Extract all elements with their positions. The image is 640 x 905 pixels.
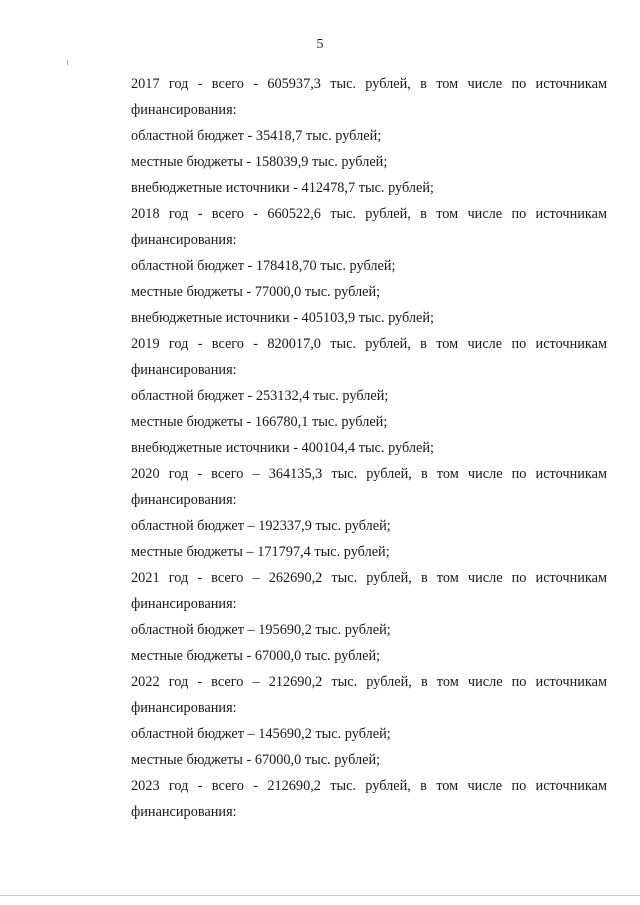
text-line: 2023 год - всего - 212690,2 тыс. рублей, в том числе по источникам	[131, 778, 607, 794]
text-line: местные бюджеты - 166780,1 тыс. рублей;	[131, 414, 388, 430]
text-line: внебюджетные источники - 412478,7 тыс. рублей;	[131, 180, 435, 196]
text-line: 2018 год - всего - 660522,6 тыс. рублей, в том числе по источникам	[131, 206, 607, 222]
margin-mark	[67, 60, 68, 65]
text-line: местные бюджеты - 158039,9 тыс. рублей;	[131, 154, 388, 170]
text-line: финансирования:	[131, 596, 237, 612]
text-line: финансирования:	[131, 362, 237, 378]
text-line: 2017 год - всего - 605937,3 тыс. рублей, в том числе по источникам	[131, 76, 607, 92]
funding-text	[131, 71, 607, 825]
page-number: 5	[316, 37, 324, 52]
text-line: 2020 год - всего – 364135,3 тыс. рублей, в том числе по источникам	[131, 466, 607, 482]
bottom-rule	[0, 895, 640, 896]
text-line: внебюджетные источники - 405103,9 тыс. рублей;	[131, 310, 435, 326]
text-line: 2021 год - всего – 262690,2 тыс. рублей, в том числе по источникам	[131, 570, 607, 586]
text-line: местные бюджеты – 171797,4 тыс. рублей;	[131, 544, 390, 560]
text-line: областной бюджет - 178418,70 тыс. рублей;	[131, 258, 396, 274]
text-line: финансирования:	[131, 804, 237, 820]
text-line: 2019 год - всего - 820017,0 тыс. рублей, в том числе по источникам	[131, 336, 607, 352]
text-line: финансирования:	[131, 102, 237, 118]
text-line: областной бюджет – 195690,2 тыс. рублей;	[131, 622, 391, 638]
text-line: областной бюджет - 253132,4 тыс. рублей;	[131, 388, 389, 404]
text-line: местные бюджеты - 67000,0 тыс. рублей;	[131, 648, 381, 664]
text-line: областной бюджет – 192337,9 тыс. рублей;	[131, 518, 391, 534]
text-line: областной бюджет – 145690,2 тыс. рублей;	[131, 726, 391, 742]
text-line: финансирования:	[131, 492, 237, 508]
text-line: 2022 год - всего – 212690,2 тыс. рублей, в том числе по источникам	[131, 674, 607, 690]
text-line: местные бюджеты - 77000,0 тыс. рублей;	[131, 284, 381, 300]
text-line: внебюджетные источники - 400104,4 тыс. рублей;	[131, 440, 435, 456]
text-line: финансирования:	[131, 232, 237, 248]
text-line: областной бюджет - 35418,7 тыс. рублей;	[131, 128, 382, 144]
text-line: финансирования:	[131, 700, 237, 716]
text-line: местные бюджеты - 67000,0 тыс. рублей;	[131, 752, 381, 768]
